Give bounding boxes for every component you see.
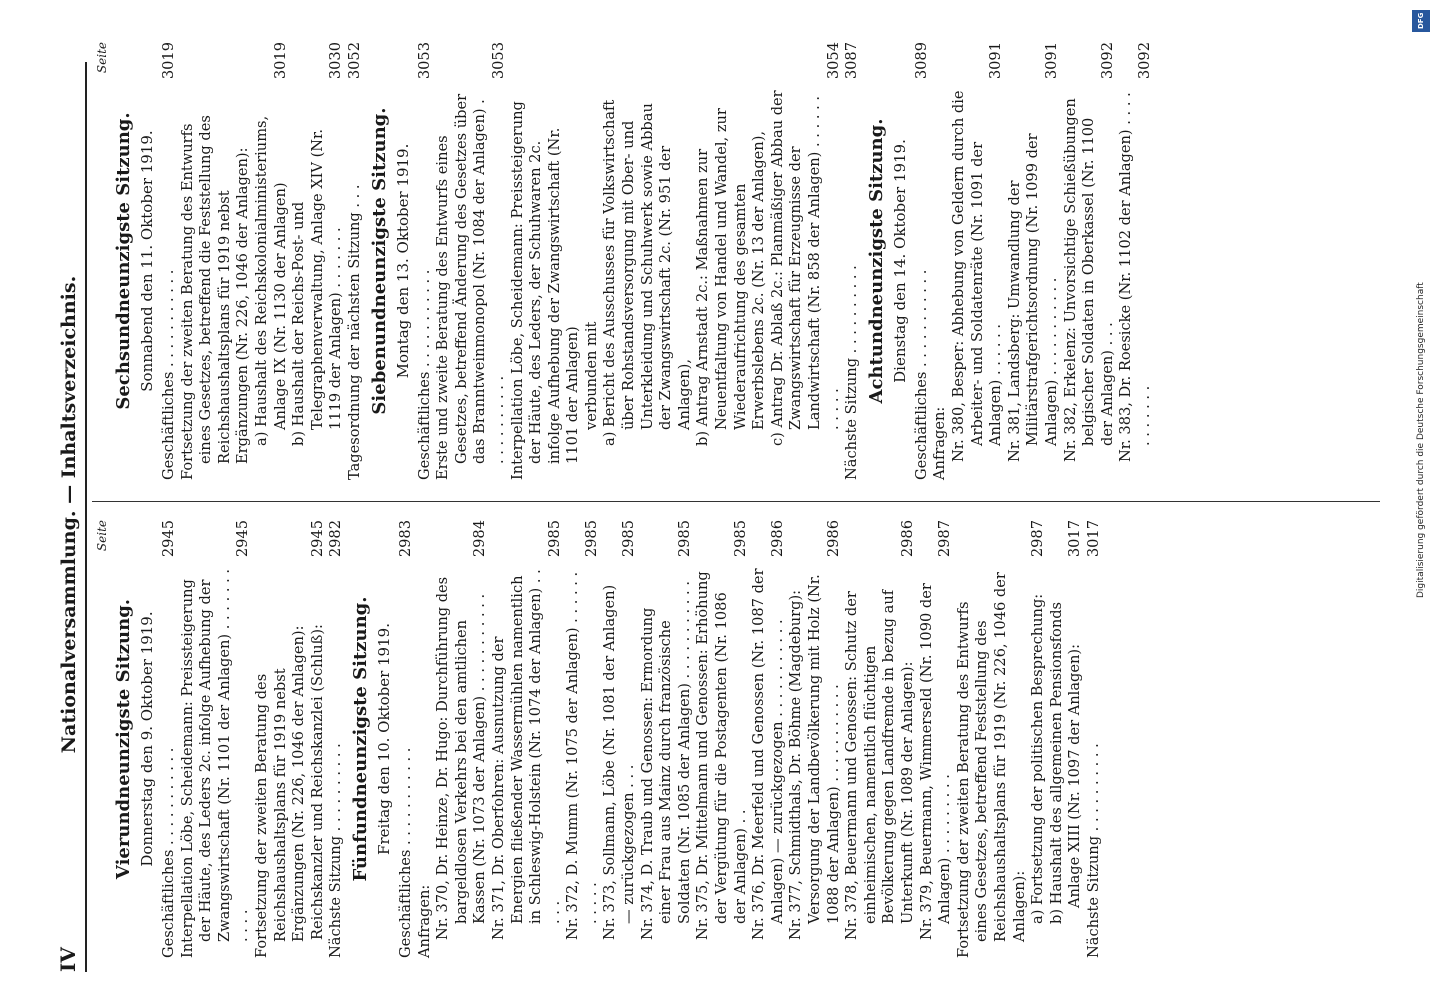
entry-text: Nr. 370, Dr. Heinze, Dr. Hugo: Durchführung des bargeldlosen Verkehrs bei den amtlichen Kassen (Nr. 1073 der Anlagen) . . . . . . . . . . .	[434, 576, 489, 940]
entry-text: Tagesordnung der nächsten Sitzung . . .	[345, 184, 363, 480]
entry-text: Geschäftliches . . . . . . . . . . .	[415, 269, 433, 480]
session-96	[113, 42, 365, 480]
page-ref: 2985	[545, 520, 563, 558]
page-ref: 3092	[1135, 42, 1153, 80]
toc-entry	[1062, 42, 1118, 480]
session-98	[866, 42, 1155, 480]
toc-entry	[955, 520, 1029, 958]
page-ref: 3091	[1042, 42, 1060, 80]
toc-entry	[253, 42, 290, 480]
page-ref: 3017	[1084, 520, 1102, 558]
toc-entry	[160, 42, 179, 480]
page-ref: 2986	[898, 520, 916, 558]
entry-text: Nr. 374, D. Traub und Genossen: Ermordung einer Frau aus Mainz durch französische Soldaten (Nr. 1085 der Anlagen) . . . . . . . . . . .	[638, 581, 693, 940]
session-heading: Vierundneunzigste Sitzung.	[113, 598, 134, 880]
entry-text: b) Haushalt der Reichs-Post- und Telegraphenverwaltung, Anlage XIV (Nr. 1119 der Anlagen) . . . . . . .	[290, 128, 345, 446]
entry-text: Geschäftliches . . . . . . . . . . .	[396, 747, 414, 958]
toc-entry	[490, 520, 564, 958]
page-ref: 2985	[675, 520, 693, 558]
right-column	[95, 42, 1155, 480]
toc-entry	[1006, 42, 1062, 480]
left-column	[95, 520, 1104, 958]
page-header	[50, 62, 80, 972]
toc-entry	[843, 42, 862, 480]
entry-list	[416, 42, 862, 480]
toc-entry	[179, 520, 253, 958]
entry-text: Fortsetzung der zweiten Beratung des Entwurfs eines Gesetzes, betreffend die Feststellung des Reichshaushaltsplans für 1919 nebst Ergänzungen (Nr. 226, 1046 der Anlagen):	[178, 115, 252, 480]
session-97	[369, 42, 862, 480]
column-divider	[92, 501, 1380, 502]
entry-text: Erste und zweite Beratung des Entwurfs eines Gesetzes, betreffend Änderung des Gesetzes über das Branntweinmonopol (Nr. 1084 der Anlagen) . . . . . . . . . . .	[434, 93, 507, 480]
toc-entry	[434, 520, 490, 958]
page-title: Nationalversammlung. — Inhaltsverzeichnis.	[58, 275, 80, 754]
page-ref: 3053	[489, 42, 507, 80]
toc-entry	[397, 520, 416, 958]
entry-text: Nr. 375, Dr. Mittelmann und Genossen: Erhöhung der Vergütung für die Postagenten (Nr. 1086 der Anlagen) . .	[694, 571, 749, 940]
page-ref: 3087	[843, 42, 861, 80]
toc-entry	[950, 42, 1006, 480]
entry-text: Nr. 383, Dr. Roesicke (Nr. 1102 der Anlagen) . . . . . . . . . . .	[1117, 92, 1153, 462]
session-date: Sonnabend den 11. Oktober 1919.	[138, 130, 156, 392]
toc-entry	[160, 520, 179, 958]
page-ref: 2986	[768, 520, 786, 558]
page-ref: 3091	[987, 42, 1005, 80]
toc-entry	[1029, 520, 1048, 958]
page-ref: 2986	[824, 520, 842, 558]
entry-text: a) Haushalt des Reichskolonialministeriums, Anlage IX (Nr. 1130 der Anlagen)	[252, 115, 289, 446]
entry-text: Nächste Sitzung . . . . . . . . . .	[1084, 743, 1102, 958]
toc-entry	[913, 42, 932, 480]
entry-text: a) Bericht des Ausschusses für Volkswirtschaft über Rohstandsversorgung mit Ober- und Unterkleidung und Schuhwerk sowie Abbau der Zwangswirtschaft 2c. (Nr. 951 der Anlagen),	[601, 99, 693, 446]
toc-entry	[253, 520, 309, 958]
entry-text: Nr. 372, D. Mumm (Nr. 1075 der Anlagen) . . . . . . . . . . .	[564, 571, 600, 940]
session-95	[350, 520, 1104, 958]
toc-entry	[583, 42, 602, 480]
entry-list	[160, 42, 365, 480]
entry-text: Reichskanzler und Reichskanzlei (Schluß):	[308, 624, 326, 940]
entry-text: Geschäftliches . . . . . . . . . . .	[160, 747, 177, 958]
session-94	[113, 520, 346, 958]
entry-list	[397, 520, 1104, 958]
entry-text: Anfragen:	[931, 406, 949, 480]
toc-entry	[564, 520, 601, 958]
session-date: Donnerstag den 9. Oktober 1919.	[138, 611, 156, 867]
entry-text: Interpellation Löbe, Scheidemann: Preissteigerung der Häute, des Leders, der Schuhwaren 2c. infolge Aufhebung der Zwangswirtschaft (Nr. 1101 der Anlagen)	[508, 101, 582, 480]
session-heading: Sechsundneunzigste Sitzung.	[113, 112, 134, 410]
entry-text: Interpellation Löbe, Scheidemann: Preissteigerung der Häute, des Leders 2c. infolge Aufhebung der Zwangswirtschaft (Nr. 1101 der Anlagen) . . . . . . . . . . .	[178, 568, 252, 958]
seite-label: Seite	[95, 42, 109, 74]
toc-entry	[509, 42, 583, 480]
entry-text: Fortsetzung der zweiten Beratung des Reichshaushaltsplans für 1919 nebst Ergänzungen (Nr. 226, 1046 der Anlagen):	[252, 625, 308, 958]
page-ref: 2987	[936, 520, 954, 558]
toc-entry	[694, 42, 768, 480]
page-ref: 3030	[327, 42, 345, 80]
entry-text: Nr. 376, Dr. Meerfeld und Genossen (Nr. 1087 der Anlagen) — zurückgezogen . . . . . . . . . . .	[750, 568, 786, 940]
toc-entry	[750, 520, 787, 958]
page-ref: 2983	[396, 520, 414, 558]
page-ref: 2945	[160, 520, 177, 558]
entry-text: Nr. 373, Sollmann, Löbe (Nr. 1081 der Anlagen) — zurückgezogen . . .	[601, 584, 638, 940]
entry-text: Anfragen:	[415, 884, 433, 958]
toc-entry	[787, 520, 843, 958]
page-ref: 3089	[912, 42, 930, 80]
entry-text: Nr. 377, Schmidthals, Dr. Böhme (Magdeburg): Versorgung der Landbevölkerung mit Holz (Nr. 1088 der Anlagen) . . . . . . . . . . .	[787, 574, 842, 940]
toc-entry	[434, 42, 508, 480]
toc-entry	[918, 520, 955, 958]
page-ref: 3052	[345, 42, 363, 80]
session-heading: Fünfundneunzigste Sitzung.	[349, 596, 371, 882]
digitization-note: Digitalisierung gefördert durch die Deutsche Forschungsgemeinschaft	[1416, 282, 1426, 598]
entry-list	[160, 520, 346, 958]
toc-entry	[769, 42, 843, 480]
entry-list	[913, 42, 1155, 480]
toc-entry	[309, 520, 328, 958]
page-ref: 2985	[582, 520, 600, 558]
seite-label: Seite	[95, 520, 109, 552]
entry-text: b) Haushalt des allgemeinen Pensionsfonds Anlage XIII (Nr. 1097 der Anlagen):	[1047, 601, 1084, 924]
page-ref: 3017	[1066, 520, 1084, 558]
page-ref: 3092	[1098, 42, 1116, 80]
toc-entry	[346, 42, 365, 480]
entry-text: Nächste Sitzung . . . . . . . . . .	[843, 265, 861, 480]
header-rule	[85, 62, 87, 972]
entry-text: a) Fortsetzung der politischen Besprechung:	[1029, 593, 1047, 924]
entry-text: c) Antrag Dr. Ablaß 2c.: Planmäßiger Abbau der Zwangswirtschaft für Erzeugnisse der Landwirtschaft (Nr. 858 der Anlagen) . . . . . . . . . . .	[768, 90, 842, 446]
session-date: Montag den 13. Oktober 1919.	[393, 143, 412, 379]
entry-text: Nr. 381, Landsberg: Umwandlung der Militärstrafgerichtsordnung (Nr. 1099 der Anlagen) . . . . . . . . . . .	[1005, 133, 1060, 462]
toc-entry	[416, 42, 435, 480]
entry-text: Nr. 379, Beuermann, Wimmerseld (Nr. 1090 der Anlagen) . . . . . . . . .	[917, 583, 954, 940]
page-ref: 3019	[160, 42, 177, 80]
page-ref: 2982	[327, 520, 345, 558]
toc-entry	[327, 520, 346, 958]
entry-text: Nr. 371, Dr. Oberfohren: Ausnutzung der Energien fließender Wassermühlen namentlich in Schleswig-Holstein (Nr. 1074 der Anlagen) . . . . .	[489, 569, 563, 940]
entry-text: b) Antrag Arnstadt 2c.: Maßnahmen zur Neuentfaltung von Handel und Wandel, zur Wiederaufrichtung des gesamten Erwerbslebens 2c. (Nr. 13 der Anlagen),	[694, 108, 768, 446]
toc-entry	[1117, 42, 1154, 480]
dfg-logo: DFG	[1412, 10, 1430, 32]
entry-text: verbunden mit	[582, 321, 600, 430]
page-ref: 2985	[620, 520, 638, 558]
page-number: IV	[56, 947, 80, 972]
toc-entry	[639, 520, 695, 958]
toc-entry	[843, 520, 917, 958]
session-heading: Siebenundneunzigste Sitzung.	[368, 107, 390, 415]
page-ref: 3054	[824, 42, 842, 80]
toc-entry	[601, 520, 638, 958]
page-ref: 3019	[271, 42, 289, 80]
entry-text: Fortsetzung der zweiten Beratung des Entwurfs eines Gesetzes, betreffend Feststellung des Reichshaushaltsplans für 1919 (Nr. 226, 1046 der Anlagen):	[954, 572, 1028, 958]
session-date: Freitag den 10. Oktober 1919.	[374, 623, 393, 855]
entry-text: Nr. 378, Beuermann und Genossen: Schutz der einheimischen, namentlich flüchtigen Bevölkerung gegen Landfremde in bezug auf Unterkunft (Nr. 1089 der Anlagen):	[843, 589, 916, 940]
entry-text: Nächste Sitzung . . . . . . . . . .	[327, 743, 345, 958]
toc-entry	[416, 520, 435, 958]
toc-entry	[290, 42, 346, 480]
toc-entry	[179, 42, 253, 480]
page-ref: 2987	[1029, 520, 1047, 558]
session-heading: Achtundneunzigste Sitzung.	[865, 118, 887, 404]
toc-entry	[601, 42, 694, 480]
toc-entry	[694, 520, 750, 958]
entry-text: Nr. 380, Besper: Abhebung von Geldern durch die Arbeiter- und Soldatenräte (Nr. 1091 der Anlagen) . . . . . .	[949, 90, 1005, 462]
session-date: Dienstag den 14. Oktober 1919.	[890, 139, 909, 383]
page-ref: 3053	[415, 42, 433, 80]
toc-entry	[931, 42, 950, 480]
toc-entry	[1085, 520, 1104, 958]
entry-text: Geschäftliches . . . . . . . . . . .	[912, 269, 930, 480]
entry-text: Geschäftliches . . . . . . . . . . .	[160, 269, 177, 480]
page-ref: 2984	[471, 520, 489, 558]
page-ref: 2985	[731, 520, 749, 558]
entry-text: Nr. 382, Erkelenz: Unvorsichtige Schießübungen belgischer Soldaten in Oberkassel (Nr. 1100 der Anlagen) . . .	[1061, 98, 1116, 462]
page-ref: 2945	[308, 520, 326, 558]
page-ref: 2945	[234, 520, 252, 558]
toc-entry	[1048, 520, 1085, 958]
